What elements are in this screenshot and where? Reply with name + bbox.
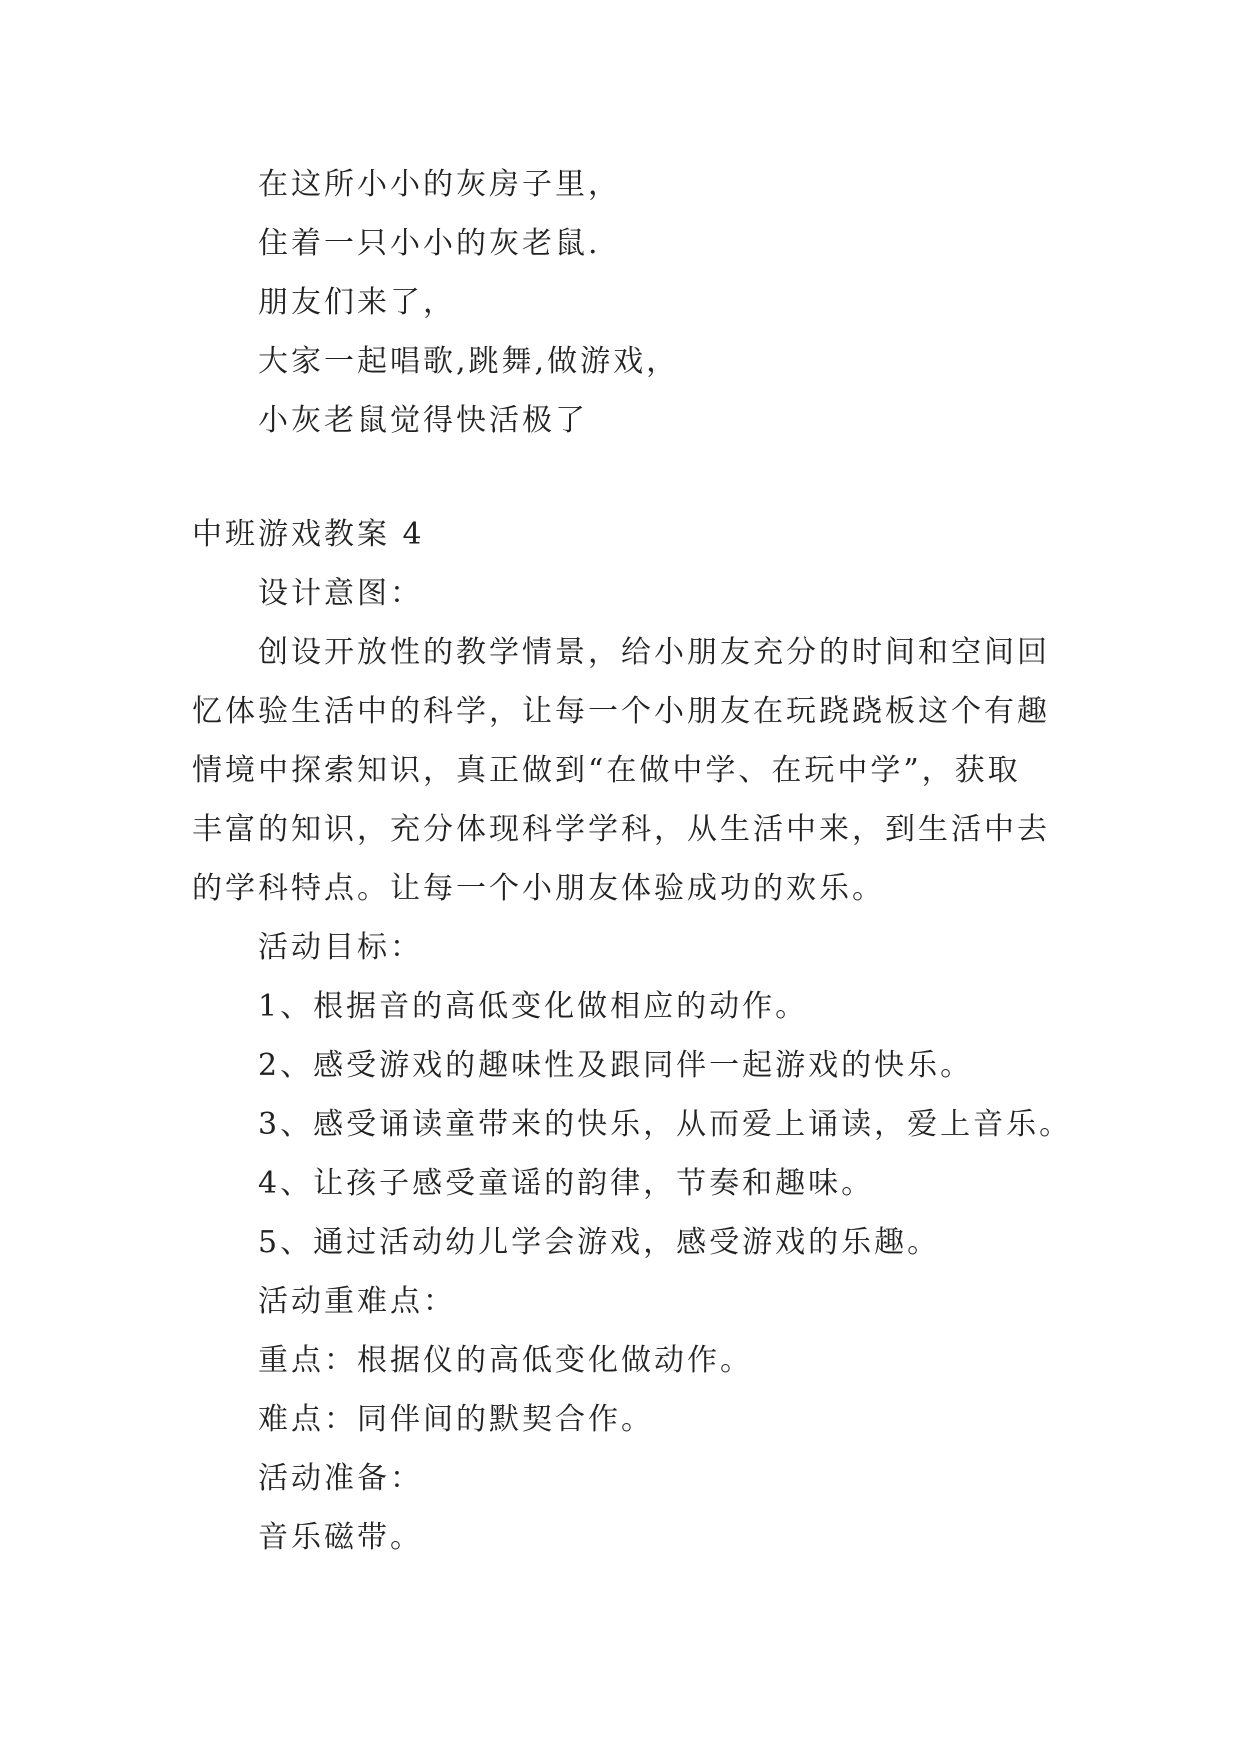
goals-heading: 活动目标： bbox=[258, 930, 423, 965]
difficulty: 难点：同伴间的默契合作。 bbox=[258, 1402, 654, 1437]
poem-line: 小灰老鼠觉得快活极了 bbox=[258, 403, 588, 438]
preparation-heading: 活动准备： bbox=[258, 1461, 423, 1496]
paragraph-line: 创设开放性的教学情景，给小朋友充分的时间和空间回 bbox=[258, 635, 1050, 670]
paragraph-line: 忆体验生活中的科学，让每一个小朋友在玩跷跷板这个有趣 bbox=[192, 694, 1050, 729]
poem-line: 在这所小小的灰房子里， bbox=[258, 167, 621, 202]
poem-line: 住着一只小小的灰老鼠. bbox=[258, 226, 601, 261]
goal-item: 4、让孩子感受童谣的韵律，节奏和趣味。 bbox=[258, 1166, 875, 1201]
goal-item: 1、根据音的高低变化做相应的动作。 bbox=[258, 989, 809, 1024]
goal-item: 5、通过活动幼儿学会游戏，感受游戏的乐趣。 bbox=[258, 1225, 941, 1260]
goal-item: 3、感受诵读童带来的快乐，从而爱上诵读，爱上音乐。 bbox=[258, 1107, 1073, 1142]
paragraph-line: 丰富的知识，充分体现科学学科，从生活中来，到生活中去 bbox=[192, 812, 1050, 847]
design-intent-heading: 设计意图： bbox=[258, 576, 423, 611]
section-title: 中班游戏教案 4 bbox=[192, 517, 425, 552]
key-points-heading: 活动重难点： bbox=[258, 1284, 456, 1319]
poem-line: 大家一起唱歌,跳舞,做游戏， bbox=[258, 344, 680, 379]
poem-line: 朋友们来了， bbox=[258, 285, 456, 320]
paragraph-line: 情境中探索知识，真正做到“在做中学、在玩中学”，获取 bbox=[192, 753, 1021, 788]
goal-item: 2、感受游戏的趣味性及跟同伴一起游戏的快乐。 bbox=[258, 1048, 974, 1083]
preparation: 音乐磁带。 bbox=[258, 1520, 423, 1555]
paragraph-line: 的学科特点。让每一个小朋友体验成功的欢乐。 bbox=[192, 871, 885, 906]
key-point: 重点：根据仪的高低变化做动作。 bbox=[258, 1343, 753, 1378]
